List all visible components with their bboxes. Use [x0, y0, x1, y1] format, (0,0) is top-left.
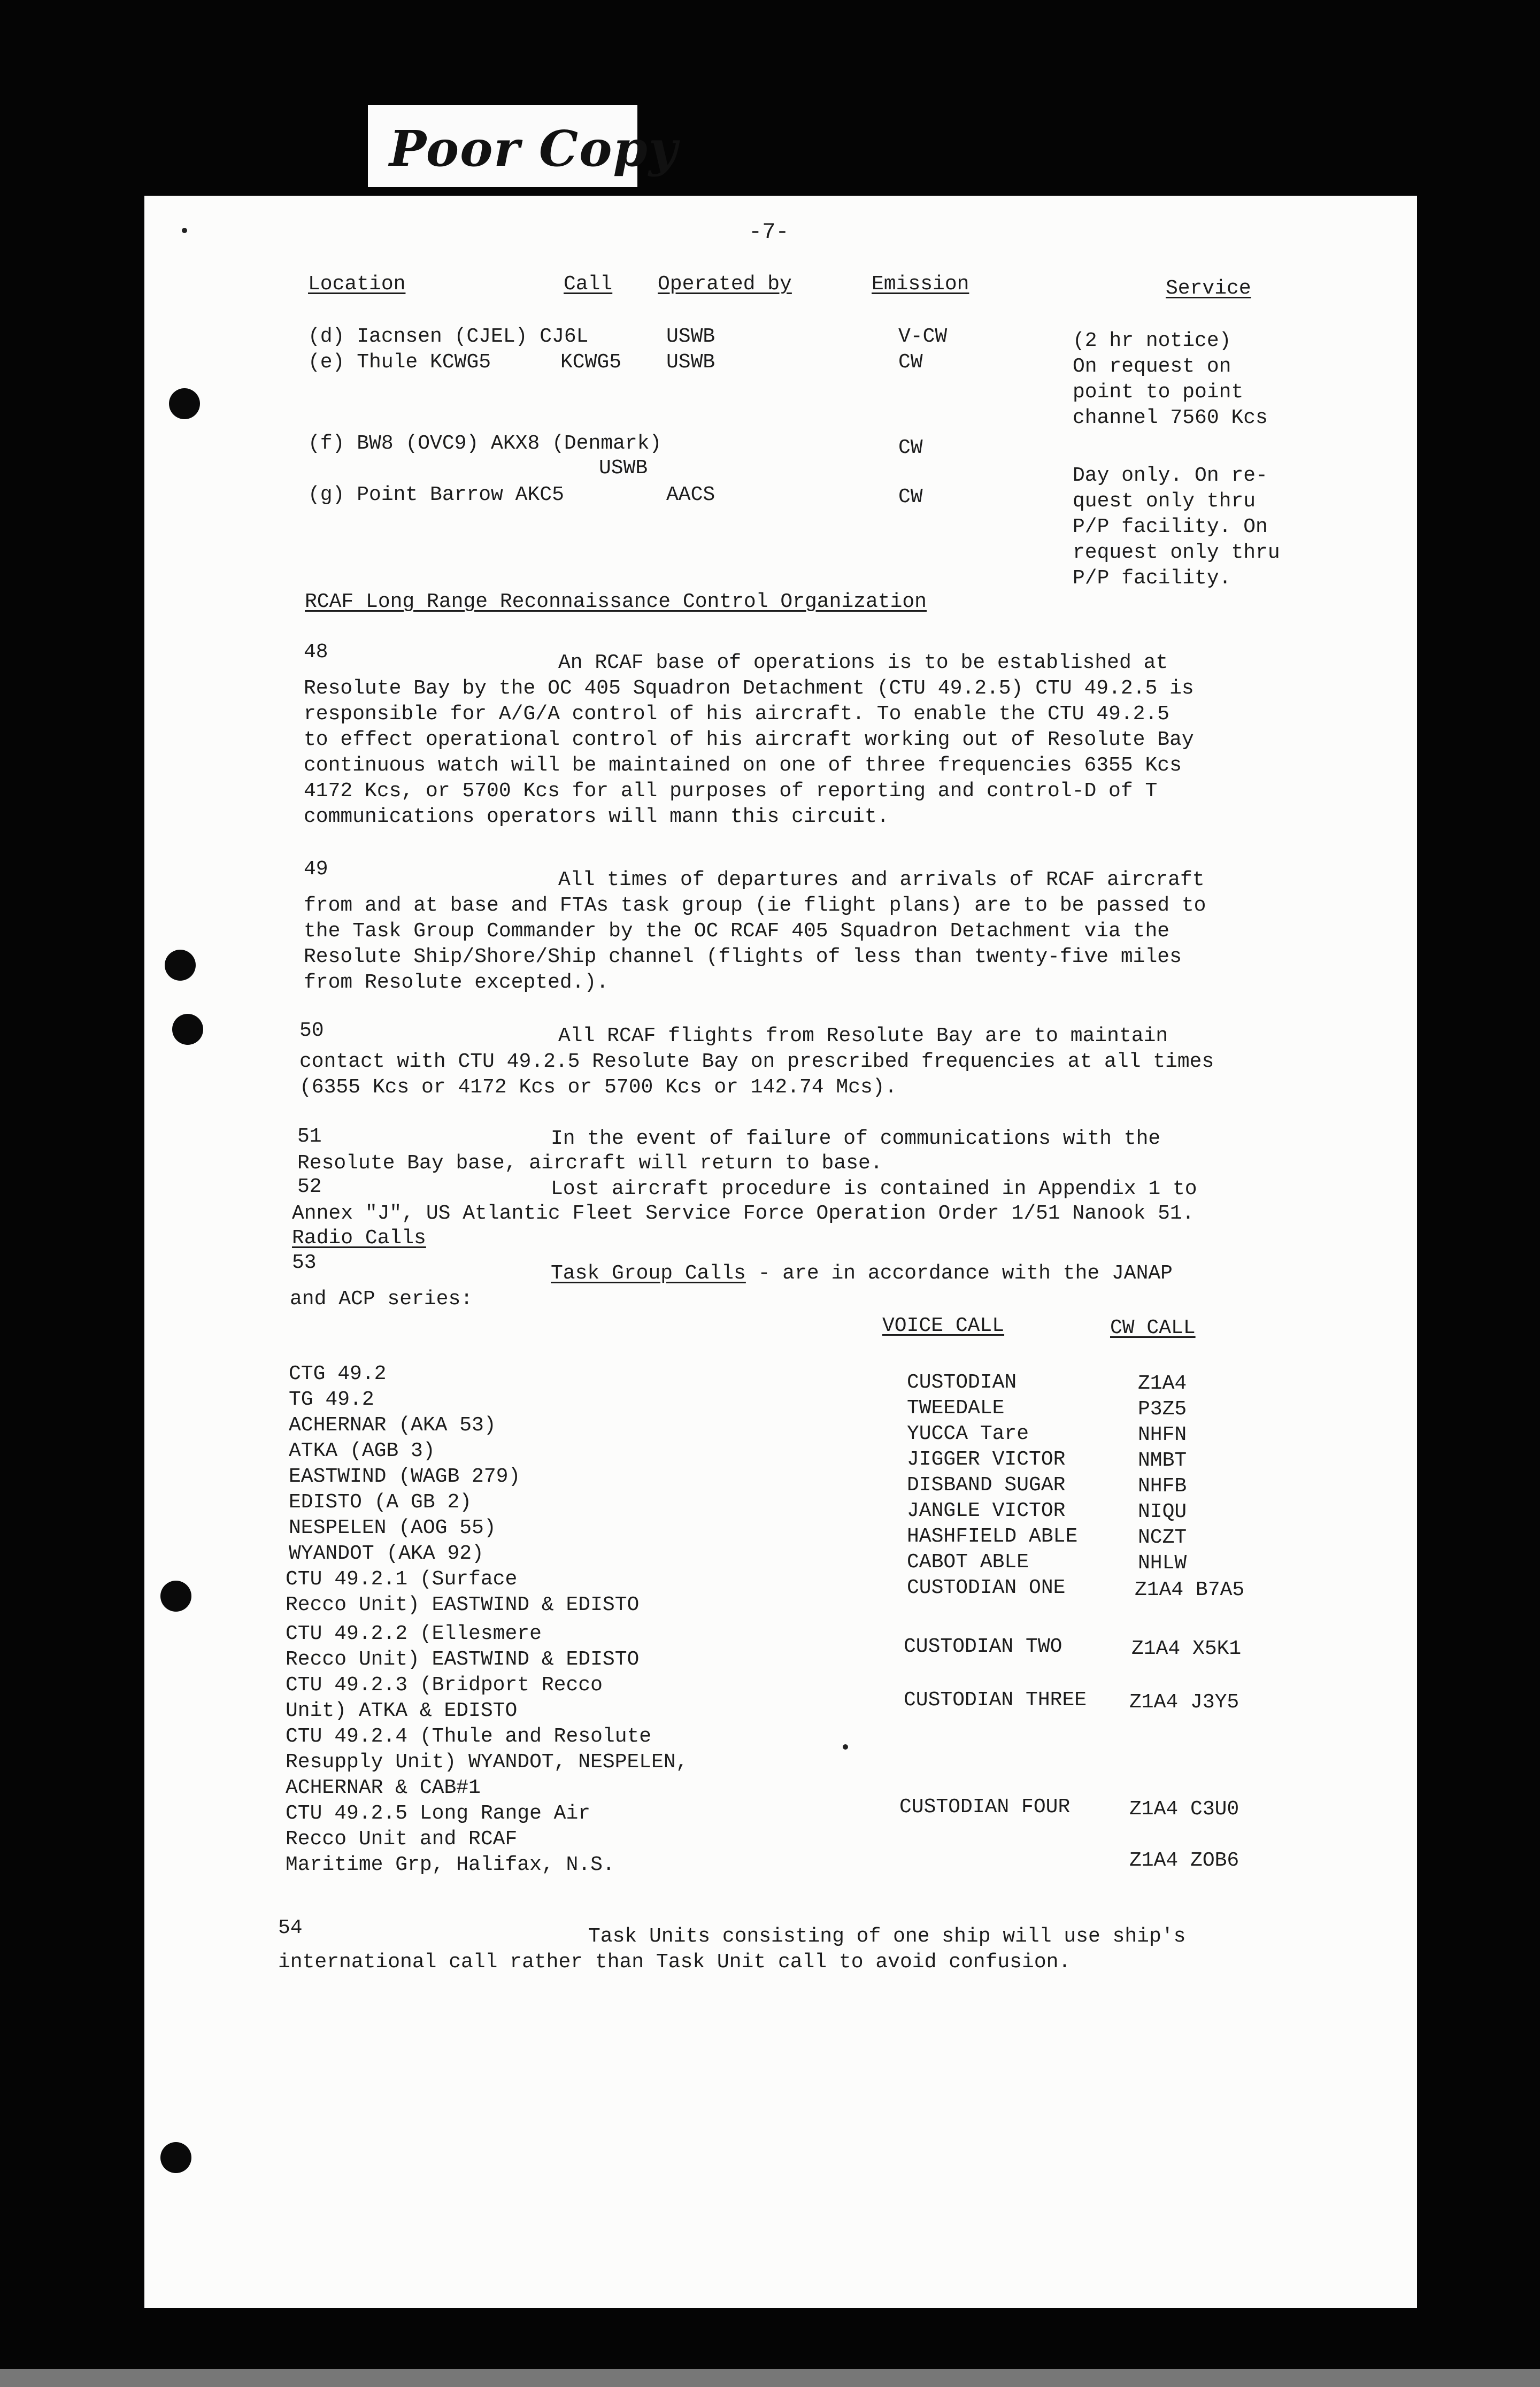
unit-name: NESPELEN (AOG 55): [289, 1516, 496, 1539]
para-48-line: to effect operational control of his aircraft working out of Resolute Bay: [304, 728, 1194, 751]
row-e-location: (e) Thule KCWG5: [308, 351, 491, 374]
cw-call: NHLW: [1138, 1552, 1187, 1575]
cw-call: NHFB: [1138, 1475, 1187, 1498]
cw-call: NCZT: [1138, 1526, 1187, 1549]
speck: [182, 228, 187, 233]
para-48-line: communications operators will mann this circuit.: [304, 805, 889, 828]
unit-name: ACHERNAR & CAB#1: [286, 1776, 481, 1799]
voice-call: YUCCA Tare: [907, 1422, 1029, 1445]
unit-name: ATKA (AGB 3): [289, 1439, 435, 1462]
row-f-emission: CW: [898, 436, 923, 459]
voice-call: CUSTODIAN THREE: [904, 1689, 1087, 1712]
unit-name: Resupply Unit) WYANDOT, NESPELEN,: [286, 1751, 688, 1774]
document-page: [144, 196, 1417, 2308]
punch-hole: [160, 1581, 191, 1612]
unit-name: EASTWIND (WAGB 279): [289, 1465, 521, 1488]
para-50-line: All RCAF flights from Resolute Bay are to maintain: [558, 1025, 1168, 1048]
para-number: 49: [304, 858, 328, 881]
unit-name: Maritime Grp, Halifax, N.S.: [286, 1853, 615, 1876]
unit-name: CTU 49.2.5 Long Range Air: [286, 1802, 591, 1825]
para-48-line: Resolute Bay by the OC 405 Squadron Detachment (CTU 49.2.5) CTU 49.2.5 is: [304, 677, 1194, 700]
row-e-operated: USWB: [666, 351, 715, 374]
unit-name: Recco Unit) EASTWIND & EDISTO: [286, 1648, 640, 1671]
para-number: 48: [304, 641, 328, 664]
unit-name: CTU 49.2.1 (Surface: [286, 1568, 518, 1591]
service-line: P/P facility. On: [1073, 515, 1268, 538]
poor-copy-label: [368, 105, 679, 187]
service-line: On request on: [1073, 355, 1231, 378]
row-g-location: (g) Point Barrow AKC5: [308, 483, 564, 506]
voice-call: HASHFIELD ABLE: [907, 1525, 1078, 1548]
para-48-line: 4172 Kcs, or 5700 Kcs for all purposes of reporting and control-D of T: [304, 780, 1158, 803]
row-e-call: KCWG5: [560, 351, 622, 374]
para-52-line: Lost aircraft procedure is contained in Appendix 1 to: [551, 1177, 1197, 1200]
cw-call: NHFN: [1138, 1423, 1187, 1446]
cw-call: Z1A4 C3U0: [1129, 1798, 1239, 1821]
voice-call: CUSTODIAN FOUR: [899, 1796, 1071, 1819]
para-number: 53: [292, 1251, 317, 1274]
cw-call: NMBT: [1138, 1449, 1187, 1472]
punch-hole: [160, 2142, 191, 2173]
service-line: channel 7560 Kcs: [1073, 406, 1268, 429]
para-49-line: from Resolute excepted.).: [304, 971, 609, 994]
header-operated-by: Operated by: [658, 273, 792, 296]
scan-edge: [0, 2369, 1540, 2387]
unit-name: TG 49.2: [289, 1388, 374, 1411]
row-d-location: (d) Iacnsen (CJEL) CJ6L: [308, 325, 589, 348]
unit-name: WYANDOT (AKA 92): [289, 1542, 484, 1565]
page-number: -7-: [749, 219, 789, 245]
voice-call-header: VOICE CALL: [882, 1314, 1005, 1337]
para-49-line: All times of departures and arrivals of RCAF aircraft: [558, 868, 1205, 891]
unit-name: CTU 49.2.3 (Bridport Recco: [286, 1674, 603, 1697]
para-54-line: Task Units consisting of one ship will use ship's: [588, 1925, 1186, 1948]
cw-call: Z1A4: [1138, 1372, 1187, 1395]
voice-call: DISBAND SUGAR: [907, 1474, 1066, 1497]
radio-calls-heading: Radio Calls: [292, 1227, 426, 1250]
service-line: Day only. On re-: [1073, 464, 1268, 487]
para-49-line: Resolute Ship/Shore/Ship channel (flights of less than twenty-five miles: [304, 945, 1182, 968]
para-49-line: the Task Group Commander by the OC RCAF 405 Squadron Detachment via the: [304, 920, 1170, 943]
unit-name: Recco Unit and RCAF: [286, 1828, 518, 1851]
punch-hole: [165, 950, 196, 981]
para-number: 51: [297, 1125, 322, 1148]
punch-hole: [169, 388, 200, 419]
para-number: 54: [278, 1916, 303, 1939]
voice-call: CABOT ABLE: [907, 1551, 1029, 1574]
para-48-line: continuous watch will be maintained on one of three frequencies 6355 Kcs: [304, 754, 1182, 777]
row-g-operated: AACS: [666, 483, 715, 506]
voice-call: CUSTODIAN: [907, 1371, 1017, 1394]
unit-name: CTG 49.2: [289, 1362, 387, 1385]
cw-call: P3Z5: [1138, 1398, 1187, 1421]
unit-name: Unit) ATKA & EDISTO: [286, 1699, 518, 1722]
row-d-operated: USWB: [666, 325, 715, 348]
para-54-line: international call rather than Task Unit call to avoid confusion.: [278, 1951, 1071, 1974]
speck: [843, 1744, 848, 1750]
row-f-location: (f) BW8 (OVC9) AKX8 (Denmark): [308, 432, 662, 455]
service-line: point to point: [1073, 381, 1244, 404]
cw-call: NIQU: [1138, 1500, 1187, 1523]
para-51-line: Resolute Bay base, aircraft will return to base.: [297, 1152, 883, 1175]
cw-call: Z1A4 B7A5: [1135, 1578, 1245, 1601]
unit-name: CTU 49.2.2 (Ellesmere: [286, 1622, 542, 1645]
cw-call-header: CW CALL: [1110, 1316, 1196, 1339]
para-50-line: contact with CTU 49.2.5 Resolute Bay on prescribed frequencies at all times: [299, 1050, 1214, 1073]
unit-name: Recco Unit) EASTWIND & EDISTO: [286, 1593, 640, 1616]
row-e-emission: CW: [898, 351, 923, 374]
voice-call: TWEEDALE: [907, 1397, 1005, 1420]
voice-call: CUSTODIAN TWO: [904, 1635, 1062, 1658]
para-number: 52: [297, 1175, 322, 1198]
punch-hole: [172, 1014, 203, 1045]
section-heading: RCAF Long Range Reconnaissance Control Organization: [305, 590, 927, 613]
poor-copy-handwriting: Poor Copy: [389, 120, 679, 178]
header-service: Service: [1166, 277, 1251, 300]
para-49-line: from and at base and FTAs task group (ie flight plans) are to be passed to: [304, 894, 1206, 917]
para-50-line: (6355 Kcs or 4172 Kcs or 5700 Kcs or 142.74 Mcs).: [299, 1076, 897, 1099]
voice-call: JANGLE VICTOR: [907, 1499, 1066, 1522]
row-d-emission: V-CW: [898, 325, 948, 348]
header-emission: Emission: [872, 273, 969, 296]
cw-call: Z1A4 J3Y5: [1129, 1691, 1239, 1714]
row-f-operated: USWB: [599, 457, 648, 480]
para-48-line: responsible for A/G/A control of his aircraft. To enable the CTU 49.2.5: [304, 703, 1170, 726]
voice-call: CUSTODIAN ONE: [907, 1576, 1066, 1599]
para-52-line: Annex "J", US Atlantic Fleet Service Force Operation Order 1/51 Nanook 51.: [292, 1202, 1195, 1225]
service-line: (2 hr notice): [1073, 329, 1231, 352]
row-g-emission: CW: [898, 486, 923, 509]
para-53-line2: and ACP series:: [290, 1288, 473, 1311]
task-group-calls-heading: Task Group Calls: [551, 1262, 746, 1285]
para-number: 50: [299, 1019, 324, 1042]
para-48-line: An RCAF base of operations is to be established at: [558, 651, 1168, 674]
header-call: Call: [564, 273, 613, 296]
cw-call: Z1A4 X5K1: [1131, 1637, 1242, 1660]
cw-call: Z1A4 ZOB6: [1129, 1849, 1239, 1872]
service-line: P/P facility.: [1073, 567, 1231, 590]
service-line: quest only thru: [1073, 490, 1256, 513]
para-53-rest: - are in accordance with the JANAP: [745, 1262, 1173, 1285]
para-51-line: In the event of failure of communications with the: [551, 1127, 1161, 1150]
voice-call: JIGGER VICTOR: [907, 1448, 1066, 1471]
para-53-line: [551, 1261, 1173, 1287]
unit-name: EDISTO (A GB 2): [289, 1491, 472, 1514]
unit-name: CTU 49.2.4 (Thule and Resolute: [286, 1725, 652, 1748]
header-location: Location: [308, 273, 406, 296]
unit-name: ACHERNAR (AKA 53): [289, 1414, 496, 1437]
service-line: request only thru: [1073, 541, 1280, 564]
